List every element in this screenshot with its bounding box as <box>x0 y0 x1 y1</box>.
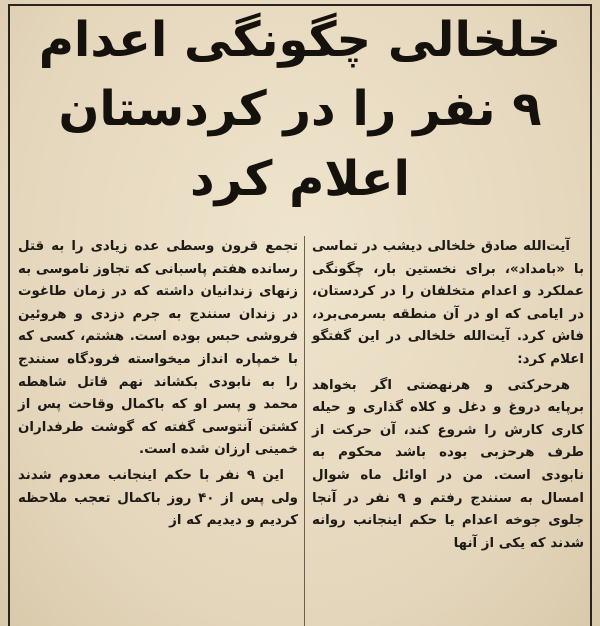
left-column <box>18 236 298 536</box>
right-paragraph-2: هرحرکتی و هرنهضتی اگر بخواهد برپایه دروغ و دغل و کلاه گذاری و حیله کاری کارش را شروع کند، آن حرکت از طرف هرحزبی بوده باشد محکوم به نابودی است. من در اوائل ماه شوال امسال به سنندج رفتم و ۹ نفر در آنجا جلوی جوخه اعدام یا حکم اینجانب روانه شدند که یکی از آنها <box>312 377 584 551</box>
headline <box>18 6 582 214</box>
left-paragraph-2: این ۹ نفر با حکم اینجانب معدوم شدند ولی پس از ۴۰ روز باکمال تعجب ملاحظه کردیم و دیدیم که از <box>18 467 299 529</box>
right-paragraph-1: آیت‌الله صادق خلخالی دیشب در تماسی با «بامداد»، برای نخستین بار، چگونگی عملکرد و اعدام متخلفان را در کردستان، در ایامی که او در آن منطقه بسرمی‌برد، فاش کرد. آیت‌الله خلخالی در این گفتگو اعلام کرد: <box>312 239 584 367</box>
headline-line-1: خلخالی چگونگی اعدام <box>38 12 562 68</box>
headline-line-3: اعلام کرد <box>190 151 410 207</box>
left-border-rule <box>8 4 10 626</box>
column-divider <box>304 236 305 626</box>
headline-line-2: ۹ نفر را در کردستان <box>58 81 542 137</box>
right-border-rule <box>590 4 592 626</box>
left-paragraph-1: تجمع قرون وسطی عده زیادی را به قتل رسانده هفتم پاسبانی که تجاوز ناموسی به زنهای زندانیان داشته که در زمان طاغوت در زندان سنندج به جرم دزدی و هروئین فروشی حبس بوده است. هشتم، کسی که با خمپاره انداز میخواسته فرودگاه سنندج را به نابودی بکشاند نهم قاتل شاهطه محمد و پسر او که باکمال وقاحت پس از کشتن آنتوسی گفته که گوشت طرفداران خمینی ارزان شده است. <box>18 239 298 458</box>
right-column <box>312 236 584 558</box>
